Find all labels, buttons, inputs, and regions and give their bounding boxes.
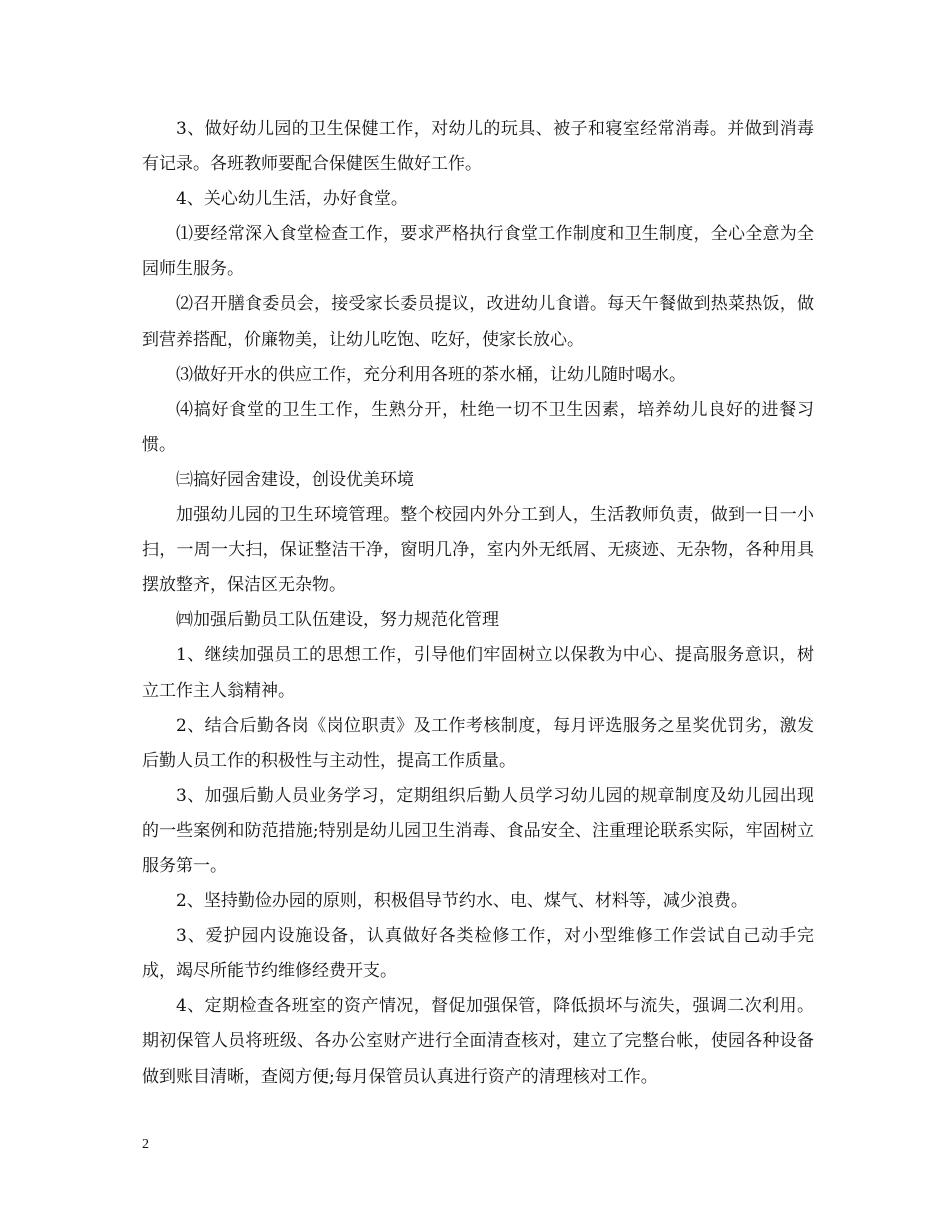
paragraph: 2、坚持勤俭办园的原则，积极倡导节约水、电、煤气、材料等，减少浪费。 xyxy=(176,891,748,912)
paragraph: ⑷搞好食堂的卫生工作，生熟分开，杜绝一切不卫生因素，培养幼儿良好的进餐习惯。 xyxy=(142,399,814,455)
paragraph: 2、结合后勤各岗《岗位职责》及工作考核制度，每月评选服务之星奖优罚劣，激发后勤人员工作的积极性与主动性，提高工作质量。 xyxy=(142,715,814,771)
paragraph: 加强幼儿园的卫生环境管理。整个校园内外分工到人，生活教师负责，做到一日一小扫，一周一大扫，保证整洁干净，窗明几净，室内外无纸屑、无痰迹、无杂物，各种用具摆放整齐，保洁区无杂物。 xyxy=(142,505,814,596)
paragraph: 3、做好幼儿园的卫生保健工作，对幼儿的玩具、被子和寝室经常消毒。并做到消毒有记录。各班教师要配合保健医生做好工作。 xyxy=(142,119,814,175)
page-number: 2 xyxy=(142,1137,149,1152)
paragraph: ⑴要经常深入食堂检查工作，要求严格执行食堂工作制度和卫生制度，全心全意为全园师生服务。 xyxy=(142,224,814,280)
paragraph: 1、继续加强员工的思想工作，引导他们牢固树立以保教为中心、提高服务意识，树立工作主人翁精神。 xyxy=(142,645,814,701)
section-heading: ㈢搞好园舍建设，创设优美环境 xyxy=(176,469,414,490)
paragraph: 4、定期检查各班室的资产情况，督促加强保管，降低损坏与流失，强调二次利用。期初保管人员将班级、各办公室财产进行全面清查核对，建立了完整台帐，使园各种设备做到账目清晰，查阅方便;每月保管员认真进行资产的清理核对工作。 xyxy=(142,996,814,1087)
paragraph: 3、加强后勤人员业务学习，定期组织后勤人员学习幼儿园的规章制度及幼儿园出现的一些案例和防范措施;特别是幼儿园卫生消毒、食品安全、注重理论联系实际，牢固树立服务第一。 xyxy=(142,785,814,876)
section-heading: ㈣加强后勤员工队伍建设，努力规范化管理 xyxy=(176,610,499,631)
document-body xyxy=(142,112,814,1095)
paragraph: ⑵召开膳食委员会，接受家长委员提议，改进幼儿食谱。每天午餐做到热菜热饭，做到营养搭配，价廉物美，让幼儿吃饱、吃好，使家长放心。 xyxy=(142,294,814,350)
paragraph: 3、爱护园内设施设备，认真做好各类检修工作，对小型维修工作尝试自己动手完成，竭尽所能节约维修经费开支。 xyxy=(142,926,814,982)
paragraph: ⑶做好开水的供应工作，充分利用各班的茶水桶，让幼儿随时喝水。 xyxy=(176,364,686,385)
paragraph: 4、关心幼儿生活，办好食堂。 xyxy=(176,189,408,210)
